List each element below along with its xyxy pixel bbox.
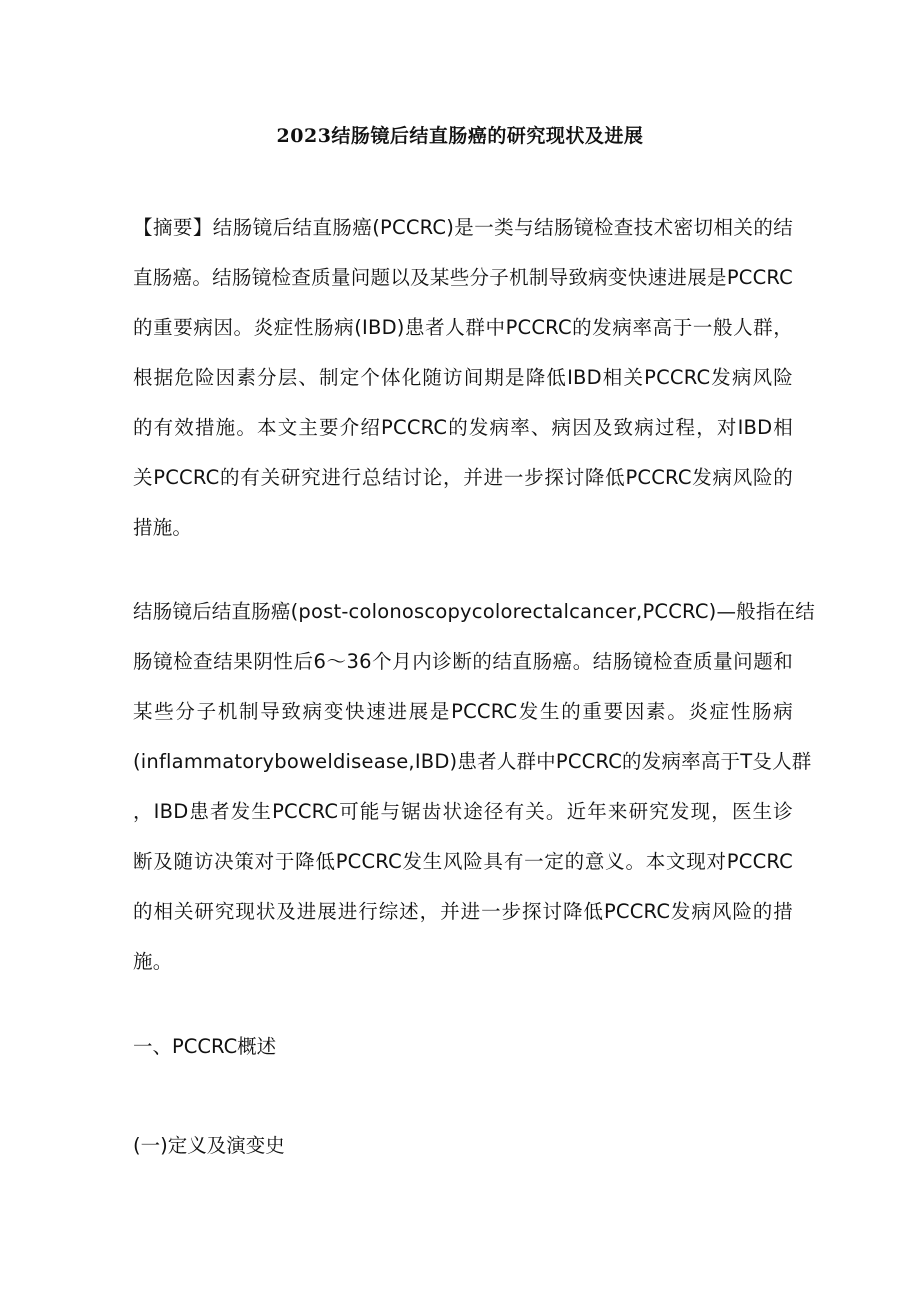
abstract-line: 的有效措施。本文主要介绍PCCRC的发病率、病因及致病过程，对IBD相 — [133, 416, 793, 439]
intro-line: 施。 — [133, 950, 173, 973]
intro-line: (inflammatoryboweldisease,IBD)患者人群中PCCRC的发病率高于T殳人群 — [133, 750, 812, 773]
abstract-line: 措施。 — [133, 516, 193, 539]
document-title: 2023结肠镜后结直肠癌的研究现状及进展 — [276, 125, 644, 147]
subsection-heading: (一)定义及演变史 — [133, 1134, 285, 1157]
intro-line: ，IBD患者发生PCCRC可能与锯齿状途径有关。近年来研究发现，医生诊 — [133, 800, 793, 823]
intro-line: 的相关研究现状及进展进行综述，并进一步探讨降低PCCRC发病风险的措 — [133, 900, 793, 923]
intro-line: 结肠镜后结直肠癌(post-colonoscopycolorectalcancer,PCCRC)—般指在结 — [133, 600, 815, 623]
intro-line: 某些分子机制导致病变快速进展是PCCRC发生的重要因素。炎症性肠病 — [133, 700, 793, 723]
intro-paragraph — [133, 587, 815, 987]
section-heading: 一、PCCRC概述 — [133, 1035, 277, 1058]
abstract-line: 的重要病因。炎症性肠病(IBD)患者人群中PCCRC的发病率高于一般人群， — [133, 316, 793, 339]
abstract-line: 关PCCRC的有关研究进行总结讨论，并进一步探讨降低PCCRC发病风险的 — [133, 466, 793, 489]
abstract-line: 【摘要】结肠镜后结直肠癌(PCCRC)是一类与结肠镜检查技术密切相关的结 — [133, 216, 793, 239]
abstract-paragraph — [133, 203, 793, 553]
abstract-line: 直肠癌。结肠镜检查质量问题以及某些分子机制导致病变快速进展是PCCRC — [133, 266, 793, 289]
intro-line: 肠镜检查结果阴性后6～36个月内诊断的结直肠癌。结肠镜检查质量问题和 — [133, 650, 793, 673]
abstract-line: 根据危险因素分层、制定个体化随访间期是降低IBD相关PCCRC发病风险 — [133, 366, 793, 389]
intro-line: 断及随访决策对于降低PCCRC发生风险具有一定的意义。本文现对PCCRC — [133, 850, 793, 873]
